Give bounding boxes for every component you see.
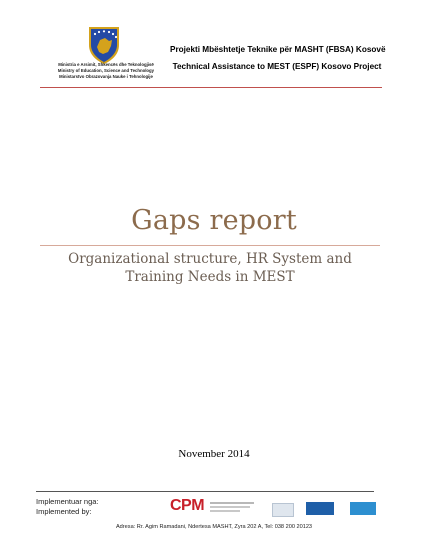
footer-divider	[36, 491, 374, 492]
ministry-name-sr: Ministarstvo Obrazovanja Nauke i Tehnologije	[59, 74, 153, 79]
document-subtitle	[40, 250, 380, 286]
footer-address: Adresa: Rr. Agim Ramadani, Ndertesa MASHT, Zyra 202 A, Tel: 038 200 20123	[115, 524, 313, 530]
partner-logo-2	[306, 502, 334, 515]
ministry-name-en: Ministry of Education, Science and Technology	[57, 68, 155, 73]
kosovo-emblem-icon	[85, 25, 123, 65]
document-title: Gaps report	[131, 205, 297, 236]
ministry-name-sq: Ministria e Arsimit, Shkencës dhe Teknologjisë	[58, 62, 154, 67]
implemented-by-label-en: Implemented by:	[36, 507, 92, 516]
partner-logo-1	[272, 503, 294, 517]
cpm-logo	[170, 498, 258, 516]
ministry-names	[56, 62, 156, 80]
partner-logo-3	[350, 502, 376, 515]
title-divider	[40, 245, 380, 246]
implemented-by-label-sq: Implementuar nga:	[36, 497, 99, 506]
header-divider	[40, 87, 382, 88]
cpm-logo-text: CPM	[170, 497, 205, 514]
cpm-logo-tagline-icon	[210, 501, 256, 513]
project-title-en: Technical Assistance to MEST (ESPF) Kosovo Project	[172, 62, 382, 71]
subtitle-line-1: Organizational structure, HR System and	[68, 251, 352, 267]
document-date: November 2014	[178, 448, 250, 460]
project-title-sq: Projekti Mbështetje Teknike për MASHT (FBSA) Kosovë	[170, 45, 386, 54]
subtitle-line-2: Training Needs in MEST	[125, 269, 295, 285]
